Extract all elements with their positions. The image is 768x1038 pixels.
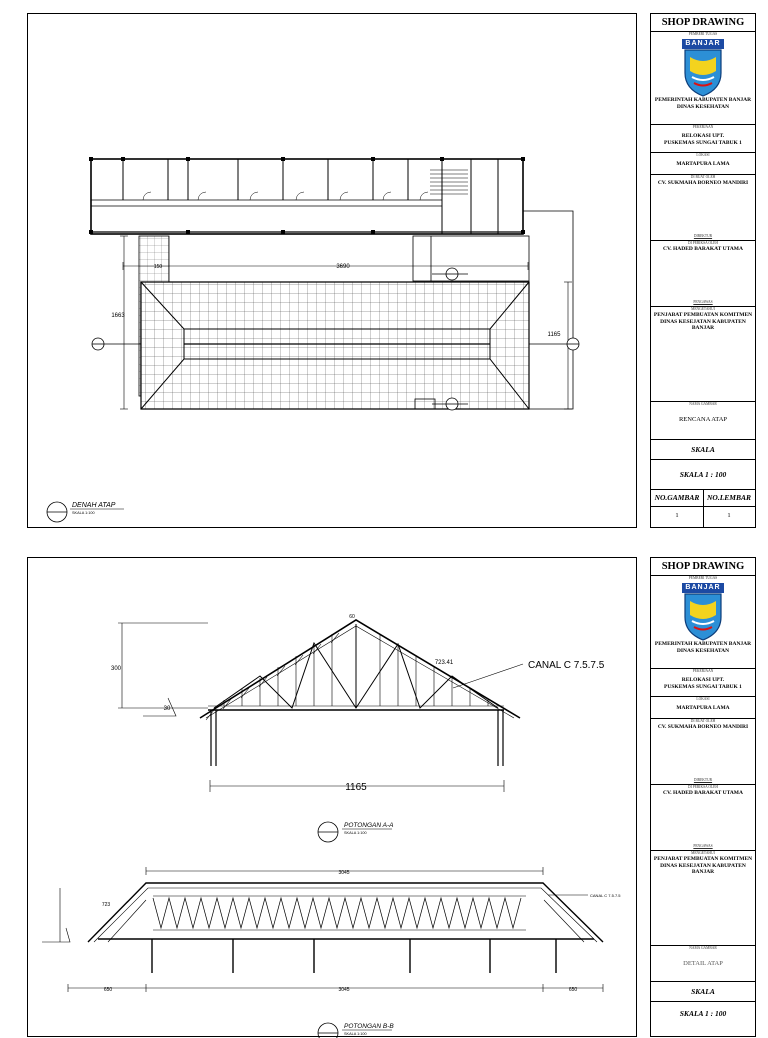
tb-label-name: NAMA GAMBAR: [689, 402, 717, 406]
tb-owner-sub: DINAS KESEHATAN: [676, 103, 730, 110]
tb-label-scale: SKALA: [651, 982, 755, 1002]
tb-contractor: CV. SUKMAHA BORNEO MANDIRI: [657, 724, 749, 730]
caption-a-title: POTONGAN A-A: [344, 822, 394, 829]
tb-owner-section: [651, 32, 755, 125]
tb-location-section: [651, 697, 755, 719]
tb-label-owner: PEMBERI TUGAS: [688, 576, 718, 580]
tb-drawing-name: RENCANA ATAP: [678, 416, 728, 423]
drawing-frame: [27, 557, 637, 1037]
tb-header: SHOP DRAWING: [651, 14, 755, 32]
tb-label-project: PEKERJAAN: [692, 669, 714, 673]
tb-ppk-3: BANJAR: [691, 325, 715, 331]
side-right-label: 650: [568, 987, 578, 993]
roof-sections-drawing: [28, 558, 638, 1038]
tb-no-drawing: 1: [675, 512, 679, 519]
floor-plan: [89, 157, 525, 234]
tb-label-supervisor: PENGAWAS: [693, 300, 713, 304]
tb-ppk-3: BANJAR: [691, 869, 715, 875]
tb-ppk-1: PENJABAT PEMBUATAN KOMITMEN: [653, 312, 753, 318]
caption-section-b: [318, 1023, 394, 1038]
tb-owner-section: [651, 576, 755, 669]
tb-owner: PEMERINTAH KABUPATEN BANJAR: [654, 97, 752, 103]
tb-owner-sub: DINAS KESEHATAN: [676, 647, 730, 654]
tb-label-director: DIREKTUR: [693, 778, 713, 782]
tb-drawing-name-section: [651, 946, 755, 982]
purlin-label: 60: [349, 614, 355, 620]
tb-consultant: CV. HADED BARAKAT UTAMA: [663, 246, 743, 252]
tb-ppk-2: DINAS KESEJATAN KABUPATEN: [660, 318, 746, 325]
canal-b-label: CANAL C 7.5.7.5: [590, 893, 621, 898]
roof-plan-drawing: [28, 14, 638, 529]
tb-location: MARTAPURA LAMA: [676, 705, 730, 711]
top-dim-label: 3045: [338, 870, 350, 876]
caption-b-scale: SKALA 1:100: [344, 1032, 367, 1036]
logo: [682, 583, 724, 641]
tb-ppk-2: DINAS KESEJATAN KABUPATEN: [660, 862, 746, 869]
drawing-frame: [27, 13, 637, 528]
caption-title: DENAH ATAP: [72, 502, 116, 509]
dim-small-label: 150: [153, 264, 163, 270]
tb-label-location: LOKASI: [696, 153, 710, 157]
tb-ppk-1: PENJABAT PEMBUATAN KOMITMEN: [653, 856, 753, 862]
tb-label-director: DIREKTUR: [693, 234, 713, 238]
sheet-roof-detail: [0, 540, 768, 1036]
section-a-dims: [118, 623, 523, 792]
tb-scale: SKALA 1 : 100: [651, 460, 755, 490]
tb-consultant: CV. HADED BARAKAT UTAMA: [663, 790, 743, 796]
tb-ppk-section: [651, 307, 755, 402]
section-a-truss: [200, 620, 520, 766]
angle-label: 30: [163, 706, 171, 712]
side-left-label: 650: [103, 987, 113, 993]
tb-drawing-name: DETAIL ATAP: [683, 960, 723, 967]
logo-text: BANJAR: [685, 584, 721, 591]
tb-label-name: NAMA GAMBAR: [689, 946, 717, 950]
canal-label: CANAL C 7.5.7.5: [528, 660, 605, 671]
span-label: 1165: [345, 782, 367, 793]
section-b-dims: [42, 867, 603, 992]
tb-contractor-section: [651, 719, 755, 785]
tb-label-no-sheet: NO.LEMBAR: [703, 490, 755, 507]
tb-label-project: PEKERJAAN: [692, 125, 714, 129]
tb-ppk-section: [651, 851, 755, 946]
tb-consultant-section: [651, 241, 755, 307]
plan-caption: [47, 502, 124, 522]
tb-scale: SKALA 1 : 100: [679, 1009, 727, 1018]
tb-owner: PEMERINTAH KABUPATEN BANJAR: [654, 641, 752, 647]
tb-project-2: PUSKEMAS SUNGAI TABUK 1: [664, 139, 742, 146]
tb-no-sheet: 1: [727, 512, 731, 519]
tb-numbers: [651, 490, 755, 527]
tb-label-approved: MENGETAHUI: [691, 851, 715, 855]
tb-location: MARTAPURA LAMA: [676, 161, 730, 167]
dim-height-label: 300: [110, 666, 122, 672]
tb-label-by: DI BUAT OLEH: [690, 175, 716, 179]
title-block: [650, 13, 756, 528]
tb-label-checked: DI PERIKSA OLEH: [688, 241, 718, 245]
tb-label-no-drawing: NO.GAMBAR: [651, 490, 703, 507]
tb-project-1: RELOKASI UPT.: [681, 677, 725, 683]
tb-project-section: [651, 669, 755, 697]
tb-label-scale: SKALA: [651, 440, 755, 460]
section-b-truss: [88, 883, 603, 973]
tb-project-1: RELOKASI UPT.: [681, 133, 725, 139]
tb-label-owner: PEMBERI TUGAS: [688, 32, 718, 36]
tb-contractor-section: [651, 175, 755, 241]
tb-project-section: [651, 125, 755, 153]
caption-a-scale: SKALA 1:100: [344, 831, 367, 835]
dim-length-label: 3690: [336, 264, 350, 270]
dim-side-label: 1165: [547, 332, 561, 338]
rafter-label: 723.41: [434, 660, 454, 666]
caption-section-a: [318, 822, 393, 842]
logo: [682, 39, 724, 97]
tb-project-2: PUSKEMAS SUNGAI TABUK 1: [664, 683, 742, 690]
tb-label-location: LOKASI: [696, 697, 710, 701]
tb-label-checked: DI PERIKSA OLEH: [688, 785, 718, 789]
tb-label-by: DI BUAT OLEH: [690, 719, 716, 723]
hip-roof: [141, 282, 529, 409]
tb-header: SHOP DRAWING: [651, 558, 755, 576]
title-block: [650, 557, 756, 1037]
tb-label-supervisor: PENGAWAS: [693, 844, 713, 848]
tb-label-approved: MENGETAHUI: [691, 307, 715, 311]
tb-contractor: CV. SUKMAHA BORNEO MANDIRI: [657, 180, 749, 186]
tb-drawing-name-section: [651, 402, 755, 440]
tb-consultant-section: [651, 785, 755, 851]
caption-b-title: POTONGAN B-B: [344, 1023, 394, 1030]
bottom-dim-label: 3045: [338, 987, 350, 993]
caption-scale: SKALA 1:100: [72, 511, 95, 515]
rafter-b-label: 723: [101, 902, 111, 908]
dim-width-label: 1663: [111, 313, 125, 319]
tb-location-section: [651, 153, 755, 175]
logo-text: BANJAR: [685, 40, 721, 47]
